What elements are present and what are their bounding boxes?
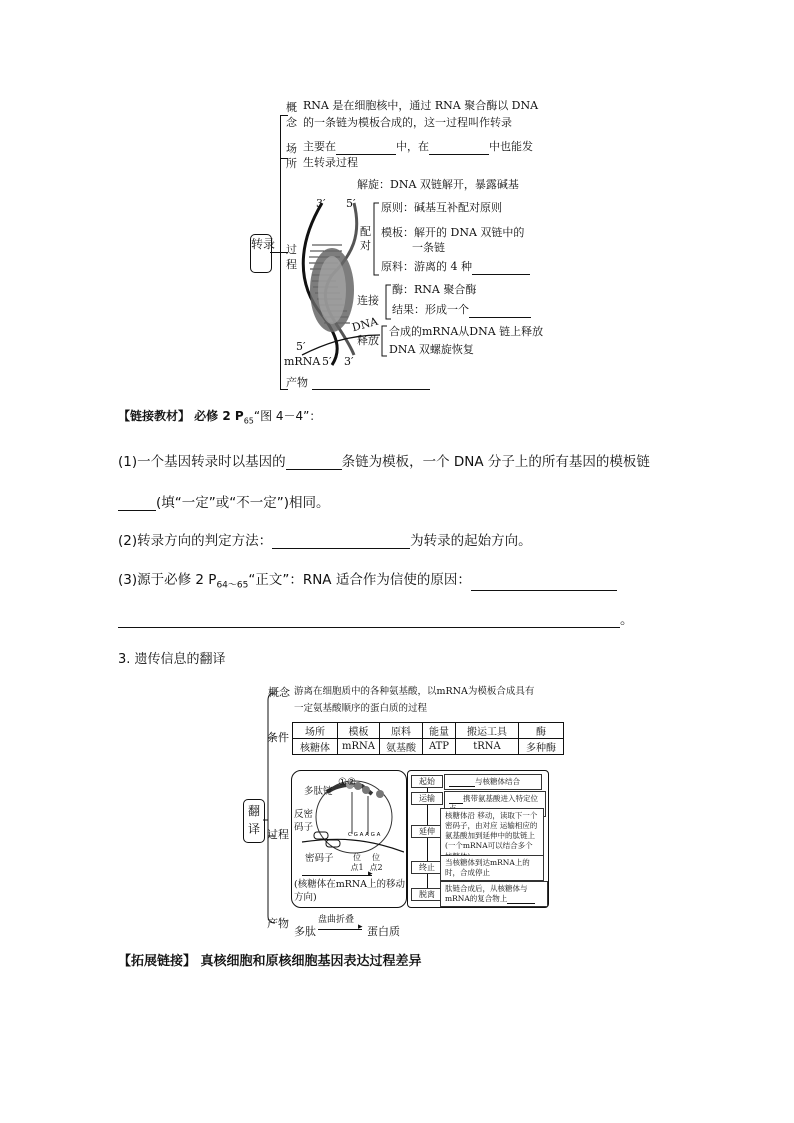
transcription-label-box: 转录 xyxy=(250,234,272,273)
site1-label: 位点1 xyxy=(350,853,364,872)
dna-label: DNA xyxy=(350,314,380,335)
result-text: 结果：形成一个 xyxy=(392,303,531,318)
site-line1: 主要在 中，在 中也能发 xyxy=(303,140,533,153)
enzyme-text: 酶：RNA 聚合酶 xyxy=(392,283,477,296)
move-note-line1: (核糖体在mRNA上的移动 xyxy=(294,879,406,890)
unwind-text: 解旋：DNA 双链解开，暴露碱基 xyxy=(357,178,519,191)
pair-label: 配对 xyxy=(360,225,371,252)
end-5-mrna: 5′ xyxy=(322,355,332,368)
connect-label: 连接 xyxy=(357,294,379,307)
end-5-left: 5′ xyxy=(296,340,306,353)
translation-product-label: 产物 xyxy=(267,917,289,930)
site-label: 场所 xyxy=(286,142,297,170)
product-label: 产物 xyxy=(286,376,308,389)
end-3-mrna: 3′ xyxy=(344,355,354,368)
concept-label: 概念 xyxy=(286,101,297,129)
question-3: (3)源于必修 2 $P_{64\sim 65}“$正文”：RNA 适合作为信使的原因： xyxy=(118,568,617,591)
template-line1: 模板：解开的 DNA 双链中的 xyxy=(381,226,525,239)
question-2: (2)转录方向的判定方法： 为转录的起始方向。 xyxy=(118,533,532,549)
step-termination-text: 当核糖体到达mRNA上的 时，合成停止 xyxy=(440,855,544,881)
move-note-line2: 方向) xyxy=(294,892,317,903)
link-heading: 【链接教材】 必修 2 $P_{65}“$图 4－4”： xyxy=(118,409,322,426)
principle-text: 原则：碱基互补配对原则 xyxy=(381,201,502,214)
step-transport-label: 运输 xyxy=(411,792,443,805)
step-release-label: 脱离 xyxy=(411,888,443,901)
end-5-top: 5′ xyxy=(346,197,356,210)
svg-text:C G A A G A: C G A A G A xyxy=(348,832,381,838)
codon-label: 密码子 xyxy=(305,853,334,864)
question-1-cont: (填“一定”或“不一定”)相同。 xyxy=(118,491,330,511)
translation-concept-label: 概念 xyxy=(268,686,290,699)
question-3-cont: 。 xyxy=(118,608,634,628)
product-blank xyxy=(312,389,430,390)
step-release-text: 肽链合成后，从核糖体与mRNA的复合物上 xyxy=(440,881,548,907)
step-elongation-label: 延伸 xyxy=(411,825,443,838)
site2-label: 位点2 xyxy=(369,853,383,872)
translation-concept-line1: 游离在细胞质中的各种氨基酸，以mRNA为模板合成具有 xyxy=(294,686,535,697)
translation-label-box: 翻译 xyxy=(243,799,265,843)
peptide-label: 多肽链 xyxy=(304,786,333,797)
mrna-label: mRNA xyxy=(284,355,321,368)
condition-value-row: 核糖体 mRNA 氨基酸 ATP tRNA 多种酶 xyxy=(293,739,564,755)
product-arrow xyxy=(318,929,362,930)
release-line1: 合成的mRNA从DNA 链上释放 xyxy=(389,325,544,338)
release-line2: DNA 双螺旋恢复 xyxy=(389,343,474,356)
concept-line1: RNA 是在细胞核中，通过 RNA 聚合酶以 DNA xyxy=(303,99,539,112)
step-start-label: 起始 xyxy=(411,775,443,788)
step-termination-label: 终止 xyxy=(411,861,443,874)
condition-header-row: 场所 模板 原料 能量 搬运工具 酶 xyxy=(293,723,564,739)
condition-table xyxy=(292,722,564,755)
end-3-top: 3′ xyxy=(316,197,326,210)
process-label: 过程 xyxy=(286,243,297,271)
question-1: (1)一个基因转录时以基因的 条链为模板，一个 DNA 分子上的所有基因的模板链 xyxy=(118,454,650,470)
site-line2: 生转录过程 xyxy=(303,156,358,169)
product-polypeptide: 多肽 xyxy=(294,925,316,938)
concept-line2: 的一条链为模板合成的，这一过程叫作转录 xyxy=(303,116,512,129)
material-text: 原料：游离的 4 种 xyxy=(381,260,530,275)
translation-concept-line2: 一定氨基酸顺序的蛋白质的过程 xyxy=(294,703,428,714)
process-label-2: 过程 xyxy=(267,828,289,841)
condition-label: 条件 xyxy=(267,731,289,744)
step-transport-text: 携带氨基酸进入特定位 xyxy=(444,791,546,817)
extension-heading: 【拓展链接】 真核细胞和原核细胞基因表达过程差异 xyxy=(118,954,422,969)
release-label: 释放 xyxy=(357,334,379,347)
section-3-title: 3. 遗传信息的翻译 xyxy=(118,652,226,667)
anticodon-label: 反密码子 xyxy=(294,809,314,833)
circled-numbers: ①② xyxy=(338,777,356,788)
arrow-right: ▸ xyxy=(368,869,373,879)
product-protein: 蛋白质 xyxy=(367,925,400,938)
step-start-text: 与核糖体结合 xyxy=(444,774,542,790)
product-arrow-label: 盘曲折叠 xyxy=(318,915,355,925)
step-elongation-text: 核糖体沿 移动，读取下一个密码子，由对应 运输相应的氨基酸加到延伸中的肽链上(一个mRNA可以结合多个 xyxy=(440,808,544,865)
template-line2: 一条链 xyxy=(412,241,445,254)
